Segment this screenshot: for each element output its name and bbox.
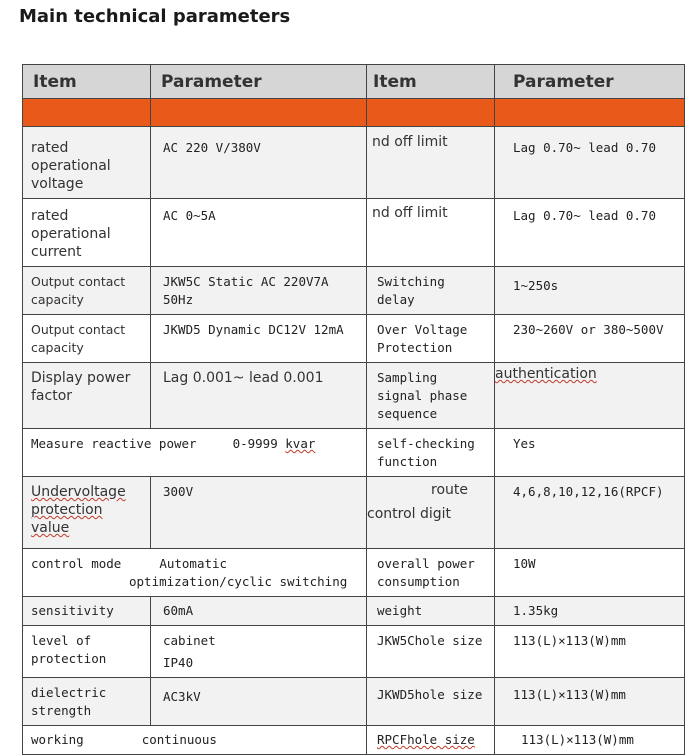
item-cell: weight bbox=[377, 603, 423, 618]
param-cell: Lag 0.70~ lead 0.70 bbox=[513, 140, 656, 155]
item-cell: self-checking function bbox=[377, 436, 475, 469]
table-row bbox=[23, 597, 685, 626]
item-cell: nd off limit bbox=[372, 205, 448, 221]
table-row bbox=[23, 626, 685, 678]
item-cell: JKWD5hole size bbox=[377, 687, 483, 702]
item-cell: Display power factor bbox=[31, 370, 131, 404]
header-item-2: Item bbox=[367, 65, 495, 99]
item-cell: Measure reactive power 0-9999 kvar bbox=[31, 436, 316, 451]
table-row bbox=[23, 477, 685, 549]
item-cell: control mode Automatic optimization/cyclic switching bbox=[31, 556, 348, 589]
item-cell: Undervoltage protection value bbox=[31, 484, 126, 536]
param-cell: Lag 0.001~ lead 0.001 bbox=[163, 370, 324, 386]
param-cell: 60mA bbox=[163, 603, 194, 618]
param-cell: cabinet IP40 bbox=[163, 633, 216, 670]
param-cell: 1.35kg bbox=[513, 603, 559, 618]
header-parameter-1: Parameter bbox=[151, 65, 367, 99]
param-cell: authentication bbox=[495, 366, 597, 382]
item-cell: rated operational current bbox=[31, 208, 111, 260]
item-cell: Over Voltage Protection bbox=[377, 322, 468, 355]
item-cell: working continuous bbox=[31, 732, 217, 747]
param-cell: Lag 0.70~ lead 0.70 bbox=[513, 208, 656, 223]
param-cell: AC3kV bbox=[163, 689, 201, 704]
param-cell: 1~250s bbox=[513, 278, 559, 293]
param-cell: 230~260V or 380~500V bbox=[513, 322, 664, 337]
item-cell: route control digit bbox=[367, 482, 468, 522]
param-cell: AC 0~5A bbox=[163, 208, 216, 223]
item-cell: nd off limit bbox=[372, 134, 448, 150]
header-parameter-2: Parameter bbox=[495, 65, 685, 99]
item-cell: Switching delay bbox=[377, 274, 445, 307]
param-cell: 10W bbox=[513, 556, 536, 571]
item-cell: RPCFhole size bbox=[377, 732, 475, 747]
header-item-1: Item bbox=[23, 65, 151, 99]
item-cell: Output contact capacity bbox=[31, 274, 126, 307]
param-cell: Yes bbox=[513, 436, 536, 451]
parameters-table bbox=[22, 64, 685, 755]
param-cell: AC 220 V/380V bbox=[163, 140, 261, 155]
param-cell: 4,6,8,10,12,16(RPCF) bbox=[513, 484, 664, 499]
item-cell: level of protection bbox=[31, 633, 107, 666]
param-cell: JKW5C Static AC 220V7A 50Hz bbox=[163, 274, 329, 307]
table-row bbox=[23, 429, 685, 477]
param-cell: 113(L)×113(W)mm bbox=[521, 732, 634, 747]
item-cell: overall power consumption bbox=[377, 556, 475, 589]
item-cell: JKW5Chole size bbox=[377, 633, 483, 648]
item-cell: Sampling signal phase sequence bbox=[377, 370, 468, 421]
accent-row bbox=[23, 99, 685, 127]
header-row bbox=[23, 65, 685, 99]
table-row bbox=[23, 127, 685, 199]
table-row bbox=[23, 549, 685, 597]
table-row bbox=[23, 726, 685, 755]
table-row bbox=[23, 363, 685, 429]
param-cell: 113(L)×113(W)mm bbox=[513, 633, 626, 648]
param-cell: JKWD5 Dynamic DC12V 12mA bbox=[163, 322, 344, 337]
table-row bbox=[23, 199, 685, 267]
item-cell: rated operational voltage bbox=[31, 140, 111, 192]
item-cell: sensitivity bbox=[31, 603, 114, 618]
page-title: Main technical parameters bbox=[19, 6, 291, 27]
param-cell: 113(L)×113(W)mm bbox=[513, 687, 626, 702]
table-row bbox=[23, 267, 685, 315]
item-cell: Output contact capacity bbox=[31, 322, 126, 355]
table-row bbox=[23, 315, 685, 363]
param-cell: 300V bbox=[163, 484, 194, 499]
table-row bbox=[23, 678, 685, 726]
item-cell: dielectric strength bbox=[31, 685, 107, 718]
